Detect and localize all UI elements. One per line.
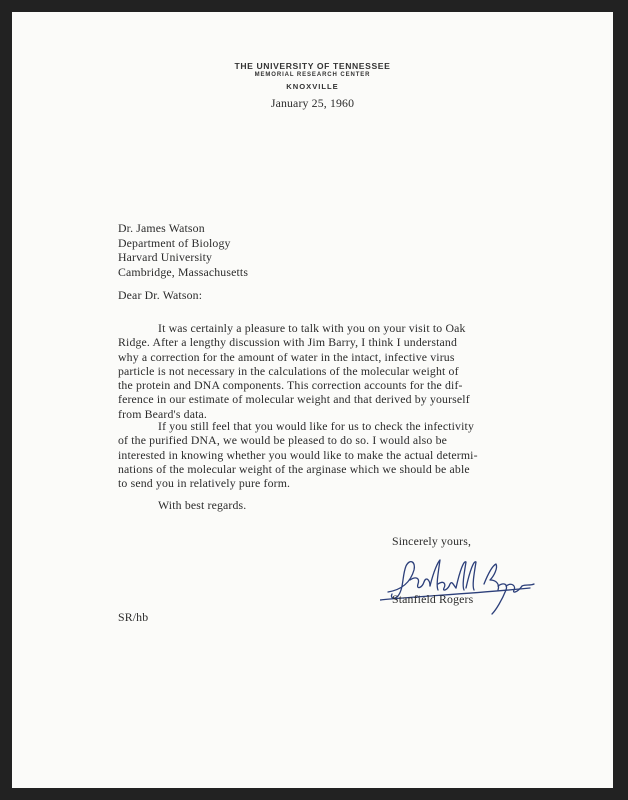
paragraph-line: to send you in relatively pure form.: [118, 476, 291, 491]
letter-page: [12, 12, 613, 788]
paragraph-2: [118, 419, 522, 490]
paragraph-line: interested in knowing whether you would like to make the actual determi-: [118, 447, 478, 462]
paragraph-line: ference in our estimate of molecular weight and that derived by yourself: [118, 392, 470, 407]
letterhead-institution: THE UNIVERSITY OF TENNESSEE: [234, 61, 391, 71]
paragraph-line: nations of the molecular weight of the arginase which we should be able: [118, 461, 470, 476]
paragraph-line: the protein and DNA components. This correction accounts for the dif-: [118, 378, 463, 393]
handwritten-signature: [380, 540, 560, 620]
paragraph-line: Ridge. After a lengthy discussion with Jim Barry, I think I understand: [118, 335, 458, 350]
signer-name: Stanfield Rogers: [392, 592, 474, 606]
closing: Sincerely yours,: [392, 534, 472, 548]
paragraph-line: from Beard's data.: [118, 406, 208, 421]
paragraph-line: If you still feel that you would like for us to check the infectivity: [158, 419, 475, 433]
recipient-institution: Harvard University: [118, 250, 213, 265]
paragraph-line: particle is not necessary in the calculations of the molecular weight of: [118, 363, 459, 378]
letterhead-city: KNOXVILLE: [286, 82, 339, 91]
paragraph-1: [118, 321, 522, 421]
recipient-address: [118, 221, 248, 279]
paragraph-line: of the purified DNA, we would be pleased to do so. I would also be: [118, 433, 448, 448]
letterhead-department: MEMORIAL RESEARCH CENTER: [254, 72, 371, 78]
recipient-department: Department of Biology: [118, 235, 231, 250]
recipient-name: Dr. James Watson: [118, 221, 205, 235]
typist-initials: SR/hb: [118, 610, 149, 624]
salutation: Dear Dr. Watson:: [118, 288, 203, 302]
paragraph-line: It was certainly a pleasure to talk with you on your visit to Oak: [158, 321, 466, 335]
recipient-city: Cambridge, Massachusetts: [118, 264, 249, 279]
paragraph-line: why a correction for the amount of water in the intact, infective virus: [118, 349, 455, 364]
letter-date: January 25, 1960: [270, 96, 355, 110]
regards: With best regards.: [158, 498, 247, 512]
